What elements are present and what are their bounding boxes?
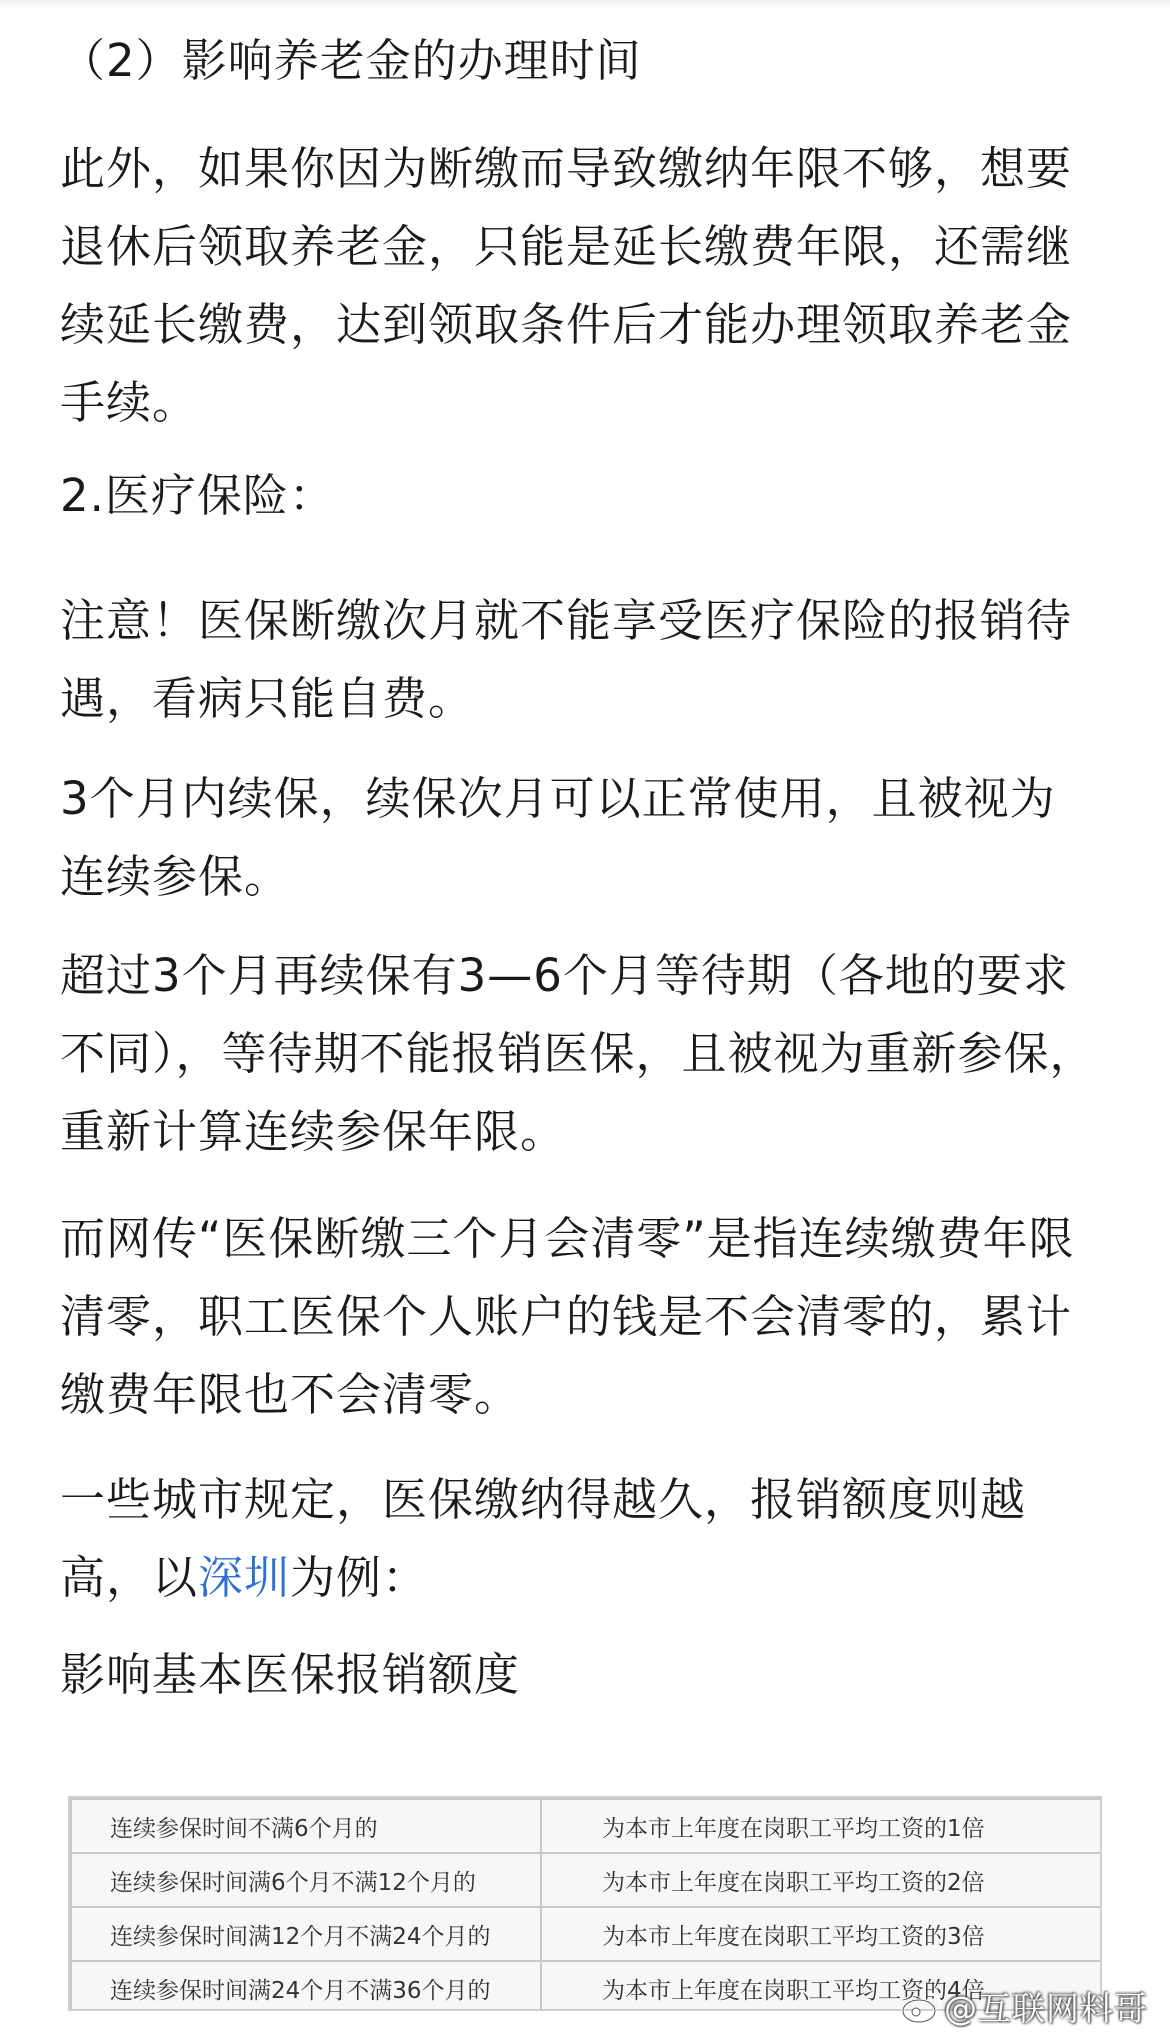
paragraph-renewal-3-months: 3个月内续保，续保次月可以正常使用，且被视为连续参保。 (60, 772, 1056, 903)
paragraph-pension-extension: 此外，如果你因为断缴而导致缴纳年限不够，想要退休后领取养老金，只能是延长缴费年限，还需继续延长缴费，达到领取条件后才能办理领取养老金手续。 (60, 142, 1073, 429)
paragraph-medical-title: 2.医疗保险： (60, 469, 335, 522)
paragraph-city-rule (60, 1461, 1100, 1617)
weibo-icon (900, 1990, 944, 2024)
table-cell: 为本市上年度在岗职工平均工资的1倍 (541, 1799, 1102, 1853)
shenzhen-link[interactable]: 深圳 (198, 1551, 291, 1604)
city-rule-text: 一些城市规定，医保缴纳得越久，报销额度则越高，以 (60, 1473, 1027, 1604)
table-cell: 为本市上年度在岗职工平均工资的3倍 (541, 1907, 1102, 1961)
reimbursement-table (70, 1798, 1102, 2011)
table-cell: 连续参保时间满24个月不满36个月的 (71, 1961, 541, 2011)
city-rule-suffix: 为例： (290, 1551, 429, 1604)
paragraph-notice: 注意！医保断缴次月就不能享受医疗保险的报销待遇，看病只能自费。 (60, 594, 1073, 725)
table-cell: 连续参保时间不满6个月的 (71, 1799, 541, 1853)
paragraph-waiting-period: 超过3个月再续保有3—6个月等待期（各地的要求不同），等待期不能报销医保，且被视为重新参保，重新计算连续参保年限。 (60, 949, 1096, 1158)
table-row (71, 1853, 1102, 1907)
paragraph-table-title: 影响基本医保报销额度 (60, 1648, 521, 1701)
top-fade (0, 0, 1170, 10)
watermark-text: @互联网料哥 (944, 1989, 1148, 2028)
table-cell: 为本市上年度在岗职工平均工资的2倍 (541, 1853, 1102, 1907)
watermark (900, 1983, 1148, 2030)
table-cell: 连续参保时间满6个月不满12个月的 (71, 1853, 541, 1907)
table-row (71, 1907, 1102, 1961)
table-cell: 连续参保时间满12个月不满24个月的 (71, 1907, 541, 1961)
section-heading: （2）影响养老金的办理时间 (60, 34, 642, 87)
table-row (71, 1799, 1102, 1853)
paragraph-reset-rumor: 而网传“医保断缴三个月会清零”是指连续缴费年限清零，职工医保个人账户的钱是不会清零的，累计缴费年限也不会清零。 (60, 1212, 1075, 1421)
table-cell: 为本市上年度在岗职工平均工资的4倍 (541, 1961, 1102, 2011)
reimbursement-table-image (68, 1796, 1102, 2011)
